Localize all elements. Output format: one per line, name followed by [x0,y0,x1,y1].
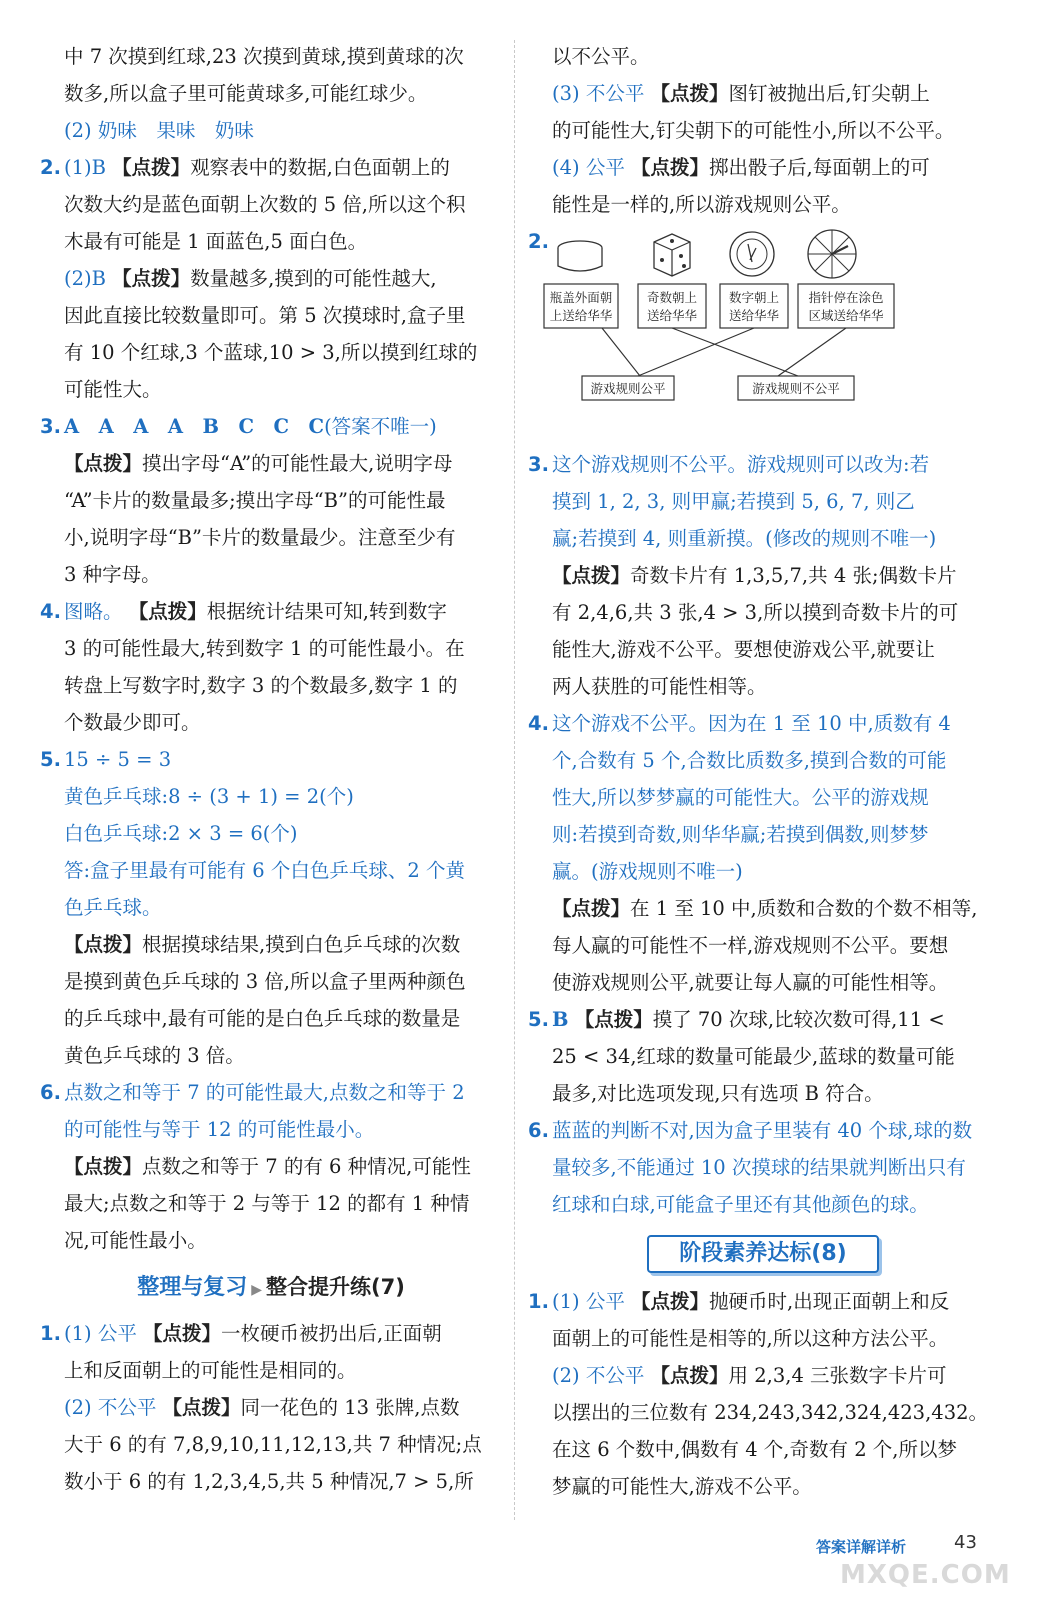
text-line: 梦赢的可能性大,游戏不公平。 [552,1475,812,1498]
text-line: 使游戏规则公平,就要让每人赢的可能性相等。 [552,971,949,994]
text-line: 两人获胜的可能性相等。 [552,675,767,698]
answer-line: 摸到 1, 2, 3, 则甲赢;若摸到 5, 6, 7, 则乙 [552,490,915,513]
text-line: 最大;点数之和等于 2 与等于 12 的都有 1 种情 [64,1192,470,1215]
question-2: 2. (1)B 【点拨】观察表中的数据,白色面朝上的 [40,156,450,179]
text-line: (4) 公平 【点拨】掷出骰子后,每面朝上的可 [552,156,930,179]
text-line: 【点拨】奇数卡片有 1,3,5,7,共 4 张;偶数卡片 [552,564,957,587]
text-line: 每人赢的可能性不一样,游戏规则不公平。要想 [552,934,949,957]
text-line: 最多,对比选项发现,只有选项 B 符合。 [552,1082,884,1105]
question-5-right: 5. B 【点拨】摸了 70 次球,比较次数可得,11 < [528,1008,945,1031]
answer-line: 的可能性与等于 12 的可能性最小。 [64,1118,375,1141]
text-line: (2) 不公平 【点拨】用 2,3,4 三张数字卡片可 [552,1364,947,1387]
fair-label: 游戏规则公平 [590,381,666,396]
text-line: 是摸到黄色乒乓球的 3 倍,所以盒子里两种颜色 [64,970,466,993]
text-line: (3) 不公平 【点拨】图钉被抛出后,钉尖朝上 [552,82,930,105]
text-line: 3 的可能性最大,转到数字 1 的可能性最小。在 [64,637,465,660]
text-line: 数多,所以盒子里可能黄球多,可能红球少。 [64,82,428,105]
box-text-3: 数字朝上送给华华 [728,290,780,323]
text-line: 【点拨】点数之和等于 7 的有 6 种情况,可能性 [64,1155,471,1178]
text-line: 【点拨】摸出字母“A”的可能性最大,说明字母 [64,452,453,475]
text-line: 以摆出的三位数有 234,243,342,324,423,432。 [552,1401,989,1424]
box-text-2: 奇数朝上送给华华 [646,290,698,323]
text-line: (2)B 【点拨】数量越多,摸到的可能性越大, [64,267,437,290]
answer-line: (2) 奶味 果味 奶味 [64,119,254,142]
text-line: 能性是一样的,所以游戏规则公平。 [552,193,851,216]
match-lines [602,328,846,376]
answer-line: 个,合数有 5 个,合数比质数多,摸到合数的可能 [552,749,947,772]
text-line: 面朝上的可能性是相等的,所以这种方法公平。 [552,1327,949,1350]
text-line: 以不公平。 [552,45,650,68]
text-line: 上和反面朝上的可能性是相同的。 [64,1359,357,1382]
coin-icon [730,232,774,276]
answer-line: 则:若摸到奇数,则华华赢;若摸到偶数,则梦梦 [552,823,929,846]
question-2-right: 2. [528,230,549,253]
answer-line: 色乒乓球。 [64,896,162,919]
page-number: 43 [954,1532,977,1553]
text-line: 【点拨】在 1 至 10 中,质数和合数的个数不相等, [552,897,978,920]
text-line: 大于 6 的有 7,8,9,10,11,12,13,共 7 种情况;点 [64,1433,482,1456]
text-line: 有 2,4,6,共 3 张,4 > 3,所以摸到奇数卡片的可 [552,601,959,624]
section-title: 整理与复习 [137,1275,248,1300]
text-line: 3 种字母。 [64,563,161,586]
text-line: 可能性大。 [64,378,162,401]
text-line: 转盘上写数字时,数字 3 的个数最多,数字 1 的 [64,674,458,697]
right-column [528,38,998,1505]
text-line: “A”卡片的数量最多;摸出字母“B”的可能性最 [64,489,446,512]
footer-title: 答案详解详析 [816,1538,907,1556]
spinner-icon [808,230,856,278]
text-line: 中 7 次摸到红球,23 次摸到黄球,摸到黄球的次 [64,45,464,68]
text-line: 小,说明字母“B”卡片的数量最少。注意至少有 [64,526,456,549]
column-divider [514,40,515,1520]
stage-badge: 阶段素养达标(8) [647,1235,879,1273]
text-line: 【点拨】根据摸球结果,摸到白色乒乓球的次数 [64,933,461,956]
answer-line: 量较多,不能通过 10 次摸球的结果就判断出只有 [552,1156,966,1179]
text-line: 的可能性大,钉尖朝下的可能性小,所以不公平。 [552,119,955,142]
box-text-4: 指针停在涂色区域送给华华 [808,290,884,323]
question-6-right: 6. 蓝蓝的判断不对,因为盒子里装有 40 个球,球的数 [528,1119,973,1142]
stage-question-1: 1. (1) 公平 【点拨】抛硬币时,出现正面朝上和反 [528,1290,950,1313]
answer-line: 黄色乒乓球:8 ÷ (3 + 1) = 2(个) [64,785,354,808]
text-line: 木最有可能是 1 面蓝色,5 面白色。 [64,230,368,253]
text-line: 因此直接比较数量即可。第 5 次摸球时,盒子里 [64,304,466,327]
box-text-1: 瓶盖外面朝上送给华华 [549,290,613,323]
section-heading [40,1269,502,1309]
question-3: 3. A A A A B C C C(答案不唯一) [40,415,437,438]
section-subtitle: 整合提升练(7) [265,1275,405,1299]
text-line: 数小于 6 的有 1,2,3,4,5,共 5 种情况,7 > 5,所 [64,1470,474,1493]
question-3-right: 3. 这个游戏规则不公平。游戏规则可以改为:若 [528,453,930,476]
question-4: 4. 图略。 【点拨】根据统计结果可知,转到数字 [40,600,447,623]
text-line: 的乒乓球中,最有可能的是白色乒乓球的数量是 [64,1007,461,1030]
question-6: 6. 点数之和等于 7 的可能性最大,点数之和等于 2 [40,1081,465,1104]
text-line: 25 < 34,红球的数量可能最少,蓝球的数量可能 [552,1045,955,1068]
answer-line: 白色乒乓球:2 × 3 = 6(个) [64,822,298,845]
question-4-right: 4. 这个游戏不公平。因为在 1 至 10 中,质数有 4 [528,712,951,735]
text-line: 个数最少即可。 [64,711,201,734]
answer-line: 性大,所以梦梦赢的可能性大。公平的游戏规 [552,786,929,809]
review-question-1: 1. (1) 公平 【点拨】一枚硬币被扔出后,正面朝 [40,1322,442,1345]
unfair-label: 游戏规则不公平 [752,381,840,396]
text-line: (2) 不公平 【点拨】同一花色的 13 张牌,点数 [64,1396,460,1419]
text-line: 次数大约是蓝色面朝上次数的 5 倍,所以这个积 [64,193,466,216]
matching-diagram [528,262,998,440]
watermark: MXQE.COM [840,1560,1011,1590]
text-line: 况,可能性最小。 [64,1229,207,1252]
text-line: 在这 6 个数中,偶数有 4 个,奇数有 2 个,所以梦 [552,1438,958,1461]
answer-line: 赢。(游戏规则不唯一) [552,860,743,883]
text-line: 能性大,游戏不公平。要想使游戏公平,就要让 [552,638,935,661]
text-line: 有 10 个红球,3 个蓝球,10 > 3,所以摸到红球的 [64,341,478,364]
left-column [40,38,502,1500]
answer-line: 赢;若摸到 4, 则重新摸。(修改的规则不唯一) [552,527,937,550]
answer-line: 红球和白球,可能盒子里还有其他颜色的球。 [552,1193,929,1216]
diagram-svg [542,228,902,406]
arrow-right-icon: ▶ [251,1282,262,1298]
question-5: 5. 15 ÷ 5 = 3 [40,748,172,771]
bottle-cap-icon [558,241,602,271]
answer-line: 答:盒子里最有可能有 6 个白色乒乓球、2 个黄 [64,859,465,882]
dice-icon [654,234,690,276]
text-line: 黄色乒乓球的 3 倍。 [64,1044,245,1067]
